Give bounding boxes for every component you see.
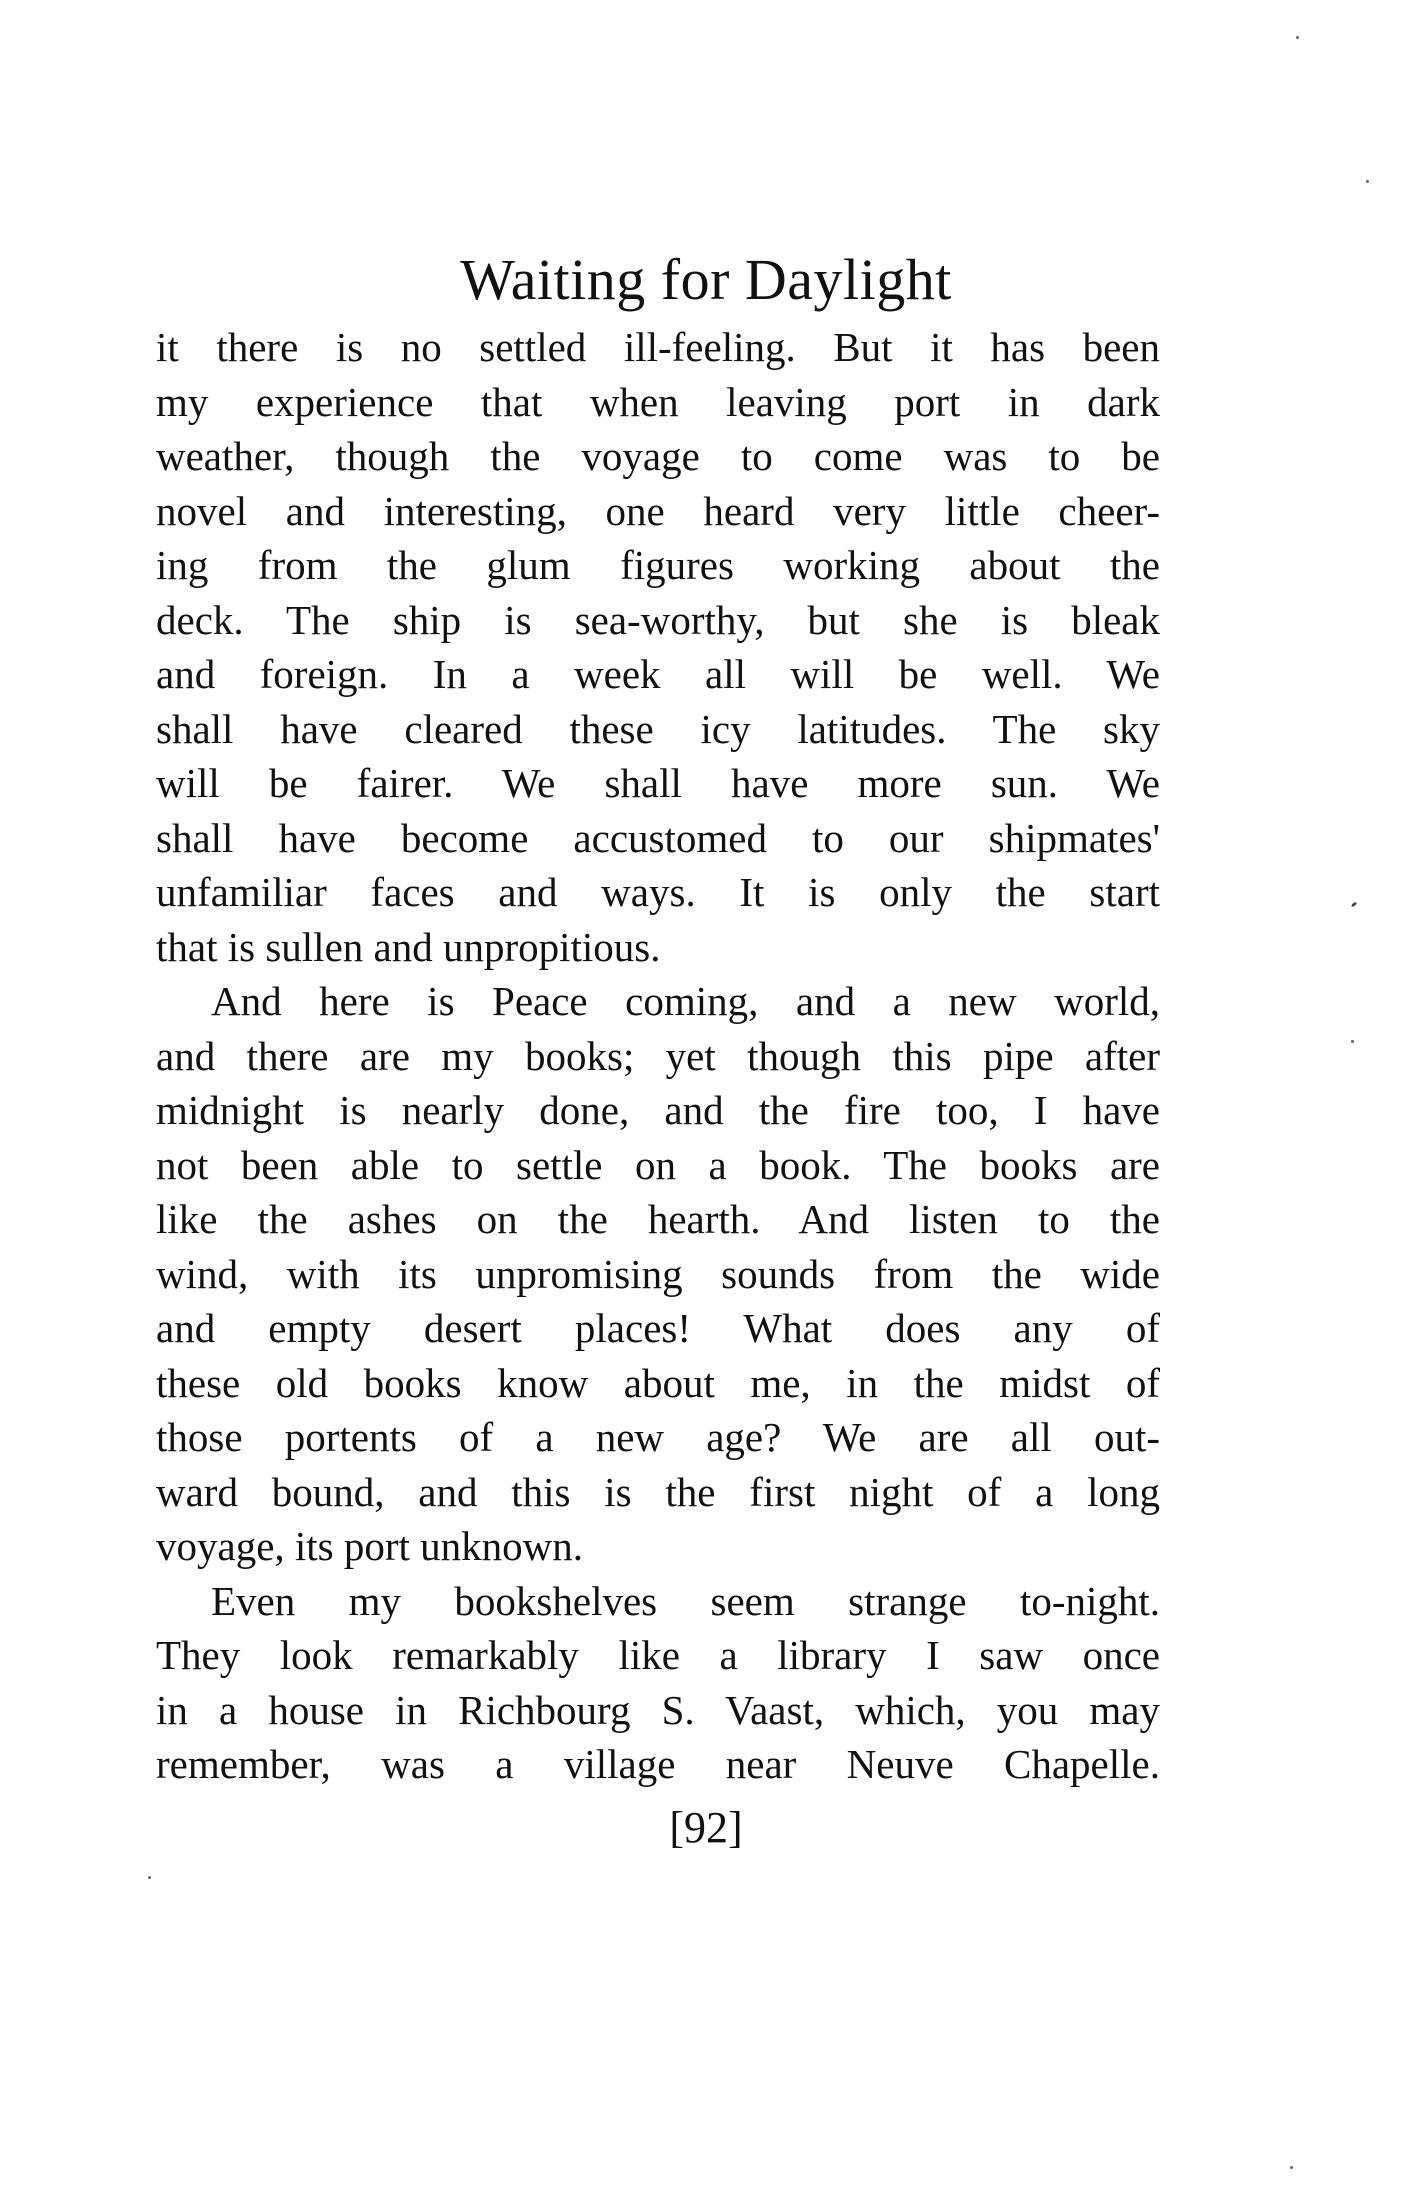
text-line: shall have become accustomed to our shipmates'	[156, 814, 1160, 861]
scan-speck	[1290, 2166, 1293, 2169]
text-line: remember, was a village near Neuve Chapelle.	[156, 1741, 1160, 1787]
text-line: and foreign. In a week all will be well. We	[156, 651, 1160, 697]
text-line: will be fairer. We shall have more sun. We	[156, 760, 1160, 806]
text-line: ward bound, and this is the first night of a long	[156, 1468, 1160, 1515]
text-line: novel and interesting, one heard very little cheer-	[156, 487, 1160, 534]
text-line: not been able to settle on a book. The books are	[156, 1141, 1160, 1188]
text-line: in a house in Richbourg S. Vaast, which, you may	[156, 1686, 1160, 1733]
text-line: these old books know about me, in the midst of	[156, 1359, 1160, 1406]
body-text	[156, 320, 1160, 1792]
text-line: midnight is nearly done, and the fire too, I have	[156, 1087, 1160, 1133]
text-line: deck. The ship is sea-worthy, but she is bleak	[156, 596, 1160, 643]
scan-speck	[1351, 1040, 1354, 1043]
text-line: And here is Peace coming, and a new world,	[211, 978, 1160, 1024]
scan-mark	[1351, 901, 1358, 907]
text-line: ing from the glum figures working about the	[156, 542, 1160, 588]
page-number: [92]	[669, 1803, 743, 1852]
text-line: weather, though the voyage to come was to be	[156, 433, 1160, 479]
text-line: like the ashes on the hearth. And listen to the	[156, 1196, 1160, 1242]
text-line: unfamiliar faces and ways. It is only the start	[156, 869, 1160, 915]
text-line: They look remarkably like a library I saw once	[156, 1632, 1160, 1678]
text-line: Even my bookshelves seem strange to-night.	[211, 1577, 1160, 1624]
text-line: and there are my books; yet though this pipe after	[156, 1032, 1160, 1079]
scan-speck	[1366, 180, 1369, 183]
text-line: shall have cleared these icy latitudes. The sky	[156, 705, 1160, 752]
scan-speck	[148, 1876, 151, 1879]
text-line: that is sullen and unpropitious.	[156, 923, 661, 970]
text-line: and empty desert places! What does any of	[156, 1305, 1160, 1351]
scan-speck	[1296, 36, 1299, 39]
running-head: Waiting for Daylight	[460, 247, 952, 312]
text-line: voyage, its port unknown.	[156, 1523, 584, 1569]
text-line: it there is no settled ill-feeling. But it has been	[156, 324, 1160, 370]
text-line: wind, with its unpromising sounds from the wide	[156, 1250, 1160, 1297]
text-line: my experience that when leaving port in dark	[156, 378, 1160, 425]
text-line: those portents of a new age? We are all out-	[156, 1414, 1160, 1460]
